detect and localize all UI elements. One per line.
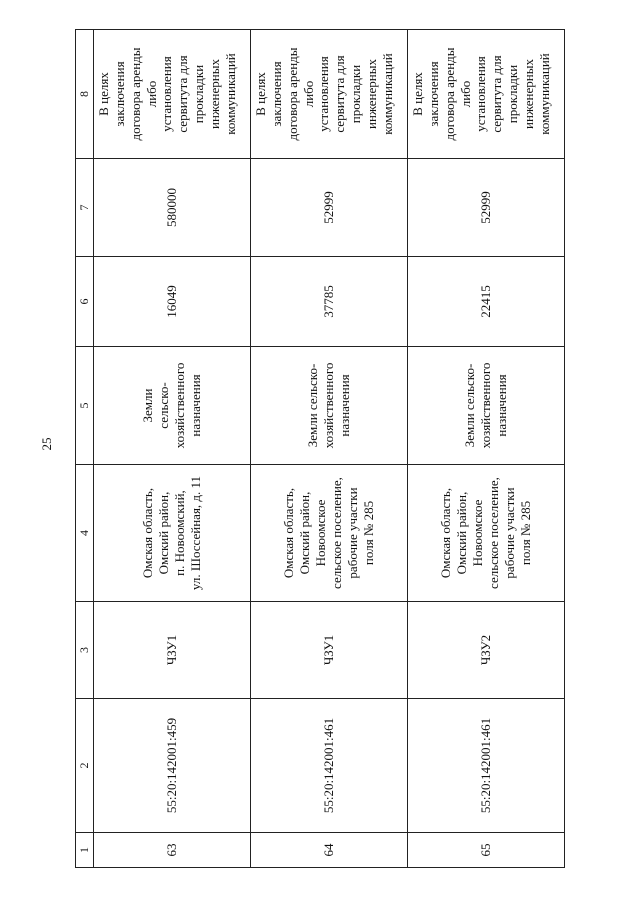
land-category: Земли сельско- хозяйственного назначения [251, 347, 408, 465]
value: 580000 [94, 159, 251, 257]
column-number-header-row [76, 30, 94, 868]
plot-part: ЧЗУ1 [94, 602, 251, 699]
cadastral-number: 55:20:142001:461 [251, 699, 408, 833]
rotated-table-frame [75, 38, 560, 868]
purpose: В целях заключения договора аренды либо установления сервитута для прокладки инженерных коммуникаций [251, 30, 408, 159]
column-number-1: 1 [76, 833, 94, 868]
area: 16049 [94, 257, 251, 347]
column-number-7: 7 [76, 159, 94, 257]
purpose: В целях заключения договора аренды либо установления сервитута для прокладки инженерных коммуникаций [94, 30, 251, 159]
column-number-8: 8 [76, 30, 94, 159]
area: 37785 [251, 257, 408, 347]
column-number-5: 5 [76, 347, 94, 465]
purpose: В целях заключения договора аренды либо установления сервитута для прокладки инженерных коммуникаций [408, 30, 565, 159]
table-row [408, 30, 565, 868]
plot-part: ЧЗУ1 [251, 602, 408, 699]
column-number-2: 2 [76, 699, 94, 833]
address: Омская область, Омский район, Новоомское сельское поселение, рабочие участки поля № 285 [251, 465, 408, 602]
land-plots-table [75, 29, 565, 868]
address: Омская область, Омский район, Новоомское сельское поселение, рабочие участки поля № 285 [408, 465, 565, 602]
row-number: 65 [408, 833, 565, 868]
page-number: 25 [39, 437, 54, 451]
cadastral-number: 55:20:142001:461 [408, 699, 565, 833]
row-number: 63 [94, 833, 251, 868]
value: 52999 [408, 159, 565, 257]
column-number-6: 6 [76, 257, 94, 347]
cadastral-number: 55:20:142001:459 [94, 699, 251, 833]
address: Омская область, Омский район, п. Новоомский, ул. Шоссейная, д. 11 [94, 465, 251, 602]
plot-part: ЧЗУ2 [408, 602, 565, 699]
row-number: 64 [251, 833, 408, 868]
land-category: Земли сельско- хозяйственного назначения [94, 347, 251, 465]
table-row [94, 30, 251, 868]
column-number-4: 4 [76, 465, 94, 602]
land-category: Земли сельско- хозяйственного назначения [408, 347, 565, 465]
area: 22415 [408, 257, 565, 347]
value: 52999 [251, 159, 408, 257]
table-row [251, 30, 408, 868]
column-number-3: 3 [76, 602, 94, 699]
